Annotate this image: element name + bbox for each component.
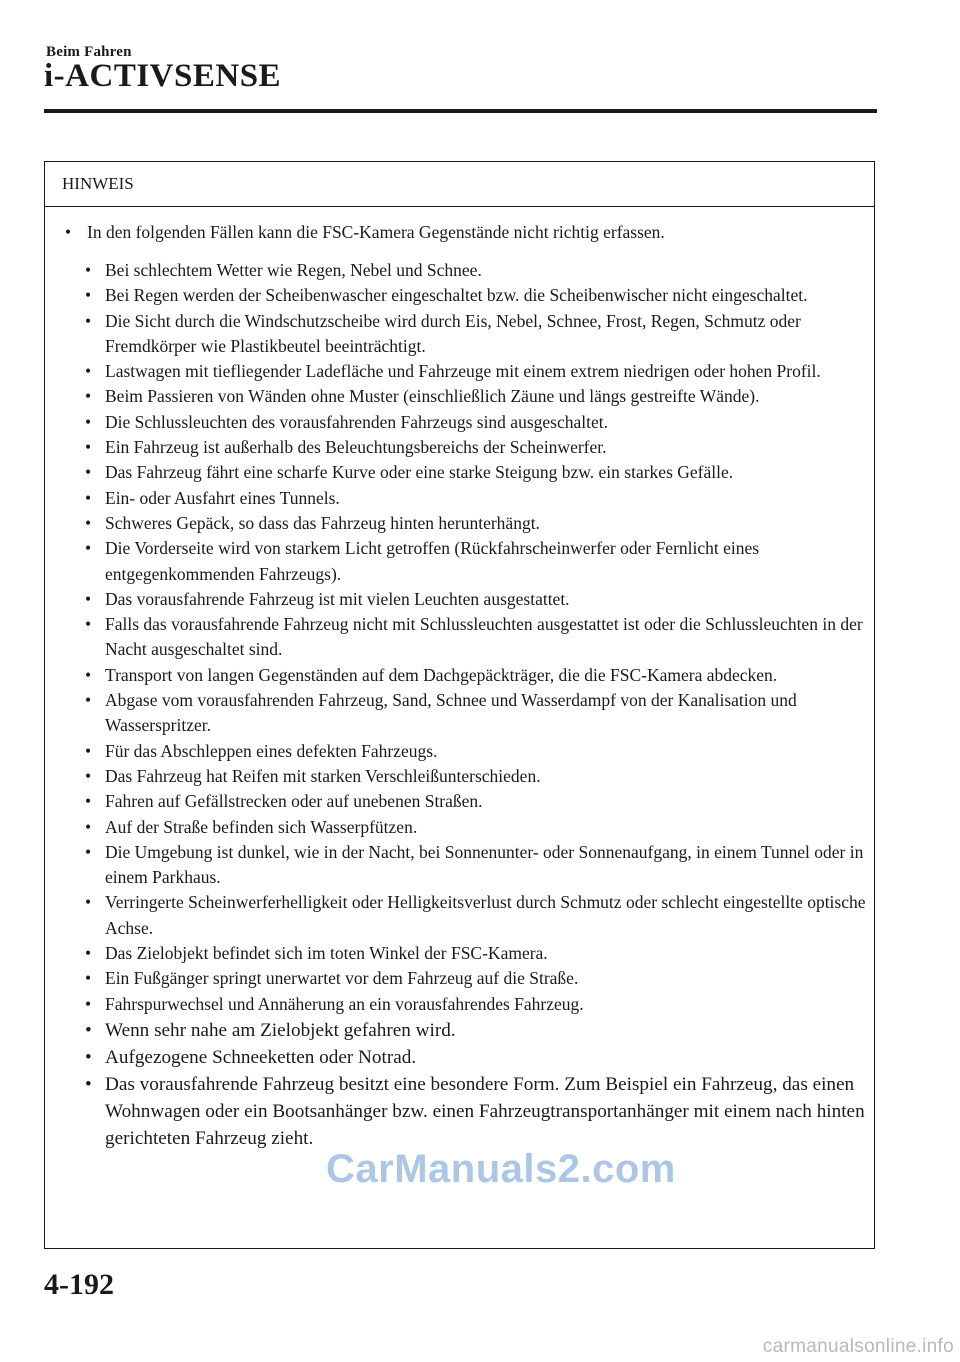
list-item-text: Das Fahrzeug fährt eine scharfe Kurve oder eine starke Steigung bzw. ein starkes Gefälle.: [105, 462, 734, 483]
bullet-icon: •: [85, 310, 92, 331]
list-item: [85, 435, 866, 460]
list-item-text: Das vorausfahrende Fahrzeug besitzt eine besondere Form. Zum Beispiel ein Fahrzeug, das einen Wohnwagen oder ein Bootsanhänger bzw. einen Fahrzeugtransportanhänger mit einem nach hinten gerichteten Fahrzeug zieht.: [105, 1073, 865, 1149]
bullet-icon: •: [85, 588, 92, 609]
list-item-text: Abgase vom vorausfahrenden Fahrzeug, Sand, Schnee und Wasserdampf von der Kanalisation und Wasserspritzer.: [105, 690, 797, 736]
list-item: [85, 688, 866, 739]
list-item-text: Bei Regen werden der Scheibenwascher eingeschaltet bzw. die Scheibenwischer nicht eingeschaltet.: [105, 285, 808, 306]
note-intro-text: In den folgenden Fällen kann die FSC-Kamera Gegenstände nicht richtig erfassen.: [87, 222, 665, 242]
list-item-text: Auf der Straße befinden sich Wasserpfützen.: [105, 816, 418, 837]
title-rule: [44, 109, 877, 113]
bullet-icon: •: [85, 1019, 92, 1041]
section-label: Beim Fahren: [46, 44, 132, 60]
bullet-icon: •: [85, 816, 92, 837]
bullet-icon: •: [85, 538, 92, 559]
watermark: CarManuals2.com: [326, 1147, 676, 1191]
list-item-text: Lastwagen mit tiefliegender Ladefläche und Fahrzeuge mit einem extrem niedrigen oder hohen Profil.: [105, 361, 821, 382]
list-item: [85, 1071, 866, 1152]
list-item-text: Verringerte Scheinwerferhelligkeit oder Helligkeitsverlust durch Schmutz oder schlecht eingestellte optische Achse.: [105, 892, 866, 938]
bullet-icon: •: [85, 361, 92, 382]
list-item: [85, 739, 866, 764]
bullet-icon: •: [85, 411, 92, 432]
list-item: [85, 511, 866, 536]
bullet-icon: •: [85, 690, 92, 711]
list-item: [85, 941, 866, 966]
page-number: 4-192: [44, 1268, 114, 1301]
list-item-text: Ein- oder Ausfahrt eines Tunnels.: [105, 487, 340, 508]
list-item: [85, 840, 866, 891]
bullet-icon: •: [85, 765, 92, 786]
list-item-text: Die Schlussleuchten des vorausfahrenden Fahrzeugs sind ausgeschaltet.: [105, 411, 608, 432]
list-item: [85, 1044, 866, 1071]
list-item-text: Aufgezogene Schneeketten oder Notrad.: [105, 1046, 417, 1068]
list-item-text: Das Zielobjekt befindet sich im toten Winkel der FSC-Kamera.: [105, 943, 548, 964]
list-item-text: Schweres Gepäck, so dass das Fahrzeug hinten herunterhängt.: [105, 512, 540, 533]
list-item-text: Ein Fahrzeug ist außerhalb des Beleuchtungsbereichs der Scheinwerfer.: [105, 437, 607, 458]
bullet-icon: •: [85, 841, 92, 862]
list-item: [85, 966, 866, 991]
note-list: [85, 258, 866, 1152]
list-item-text: Die Umgebung ist dunkel, wie in der Nacht, bei Sonnenunter- oder Sonnenaufgang, in einem Tunnel oder in einem Parkhaus.: [105, 841, 864, 888]
list-item: [85, 486, 866, 511]
bullet-icon: •: [85, 487, 92, 508]
bullet-icon: •: [85, 1046, 92, 1068]
list-item-text: Das Fahrzeug hat Reifen mit starken Verschleißunterschieden.: [105, 765, 541, 786]
list-item: [85, 410, 866, 435]
bullet-icon: •: [85, 968, 92, 989]
list-item-text: Die Sicht durch die Windschutzscheibe wird durch Eis, Nebel, Schnee, Frost, Regen, Schmutz oder Fremdkörper wie Plastikbeutel beeinträchtigt.: [105, 310, 801, 356]
list-item: [85, 359, 866, 384]
note-intro: [65, 220, 864, 244]
bullet-icon: •: [85, 1073, 92, 1095]
bullet-icon: •: [85, 892, 92, 913]
bullet-icon: •: [85, 791, 92, 812]
bullet-icon: •: [65, 222, 72, 242]
list-item: [85, 815, 866, 840]
list-item-text: Für das Abschleppen eines defekten Fahrzeugs.: [105, 740, 438, 761]
list-item: [85, 283, 866, 308]
bullet-icon: •: [85, 462, 92, 483]
list-item-text: Das vorausfahrende Fahrzeug ist mit vielen Leuchten ausgestattet.: [105, 588, 570, 609]
list-item-text: Bei schlechtem Wetter wie Regen, Nebel und Schnee.: [105, 260, 482, 280]
bullet-icon: •: [85, 512, 92, 533]
bullet-icon: •: [85, 260, 92, 280]
list-item-text: Fahrspurwechsel und Annäherung an ein vorausfahrendes Fahrzeug.: [105, 993, 584, 1014]
list-item: [85, 258, 866, 283]
bullet-icon: •: [85, 664, 92, 685]
list-item-text: Fahren auf Gefällstrecken oder auf unebenen Straßen.: [105, 791, 483, 812]
list-item-text: Transport von langen Gegenständen auf dem Dachgepäckträger, die die FSC-Kamera abdecken.: [105, 664, 778, 685]
bullet-icon: •: [85, 740, 92, 761]
note-box: [44, 161, 875, 1249]
bullet-icon: •: [85, 993, 92, 1014]
list-item: [85, 460, 866, 485]
bullet-icon: •: [85, 437, 92, 458]
list-item-text: Die Vorderseite wird von starkem Licht getroffen (Rückfahrscheinwerfer oder Fernlicht eines entgegenkommenden Fahrzeugs).: [105, 538, 760, 584]
list-item: [85, 992, 866, 1017]
list-item-text: Beim Passieren von Wänden ohne Muster (einschließlich Zäune und längs gestreifte Wände).: [105, 386, 760, 407]
list-item: [85, 612, 866, 663]
footer-site-link[interactable]: carmanualsonline.info: [762, 1336, 954, 1357]
list-item: [85, 890, 866, 941]
page-title: i-ACTIVSENSE: [44, 58, 282, 94]
list-item: [85, 764, 866, 789]
list-item: [85, 587, 866, 612]
list-item-text: Wenn sehr nahe am Zielobjekt gefahren wird.: [105, 1019, 456, 1041]
list-item: [85, 384, 866, 409]
list-item: [85, 789, 866, 814]
bullet-icon: •: [85, 386, 92, 407]
list-item: [85, 663, 866, 688]
bullet-icon: •: [85, 614, 92, 635]
bullet-icon: •: [85, 943, 92, 964]
note-heading: HINWEIS: [45, 162, 874, 207]
list-item: [85, 536, 866, 587]
list-item-text: Falls das vorausfahrende Fahrzeug nicht mit Schlussleuchten ausgestattet ist oder die Schlussleuchten in der Nacht ausgeschaltet sind.: [105, 614, 863, 660]
list-item: [85, 1017, 866, 1044]
bullet-icon: •: [85, 285, 92, 306]
list-item: [85, 309, 866, 360]
list-item-text: Ein Fußgänger springt unerwartet vor dem Fahrzeug auf die Straße.: [105, 968, 579, 989]
